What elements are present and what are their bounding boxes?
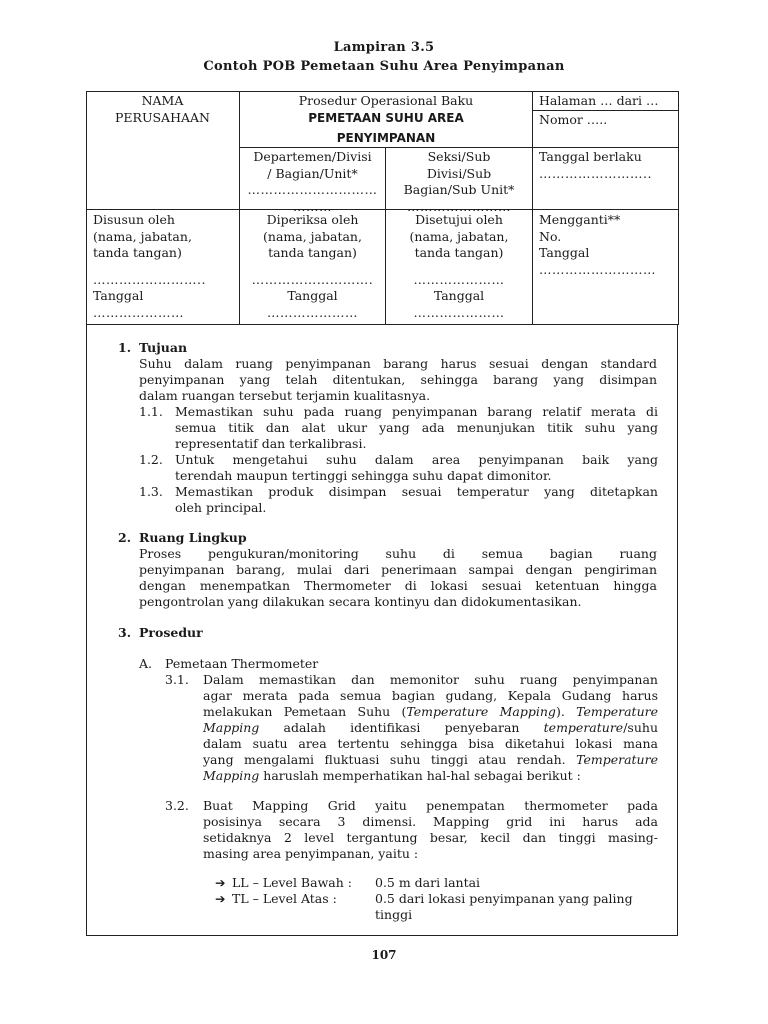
fill-line: ………………… — [413, 304, 505, 320]
page-label: Halaman … dari … — [539, 93, 659, 108]
fill-line: ………………………… — [247, 182, 378, 197]
item-number: 3.2. — [165, 798, 189, 813]
table-divider — [532, 110, 679, 111]
table-border-left — [86, 91, 87, 325]
approved-by-cell — [386, 212, 532, 321]
item-line: dalam suatu area tertentu sehingga bisa diketahui lokasi mana — [203, 736, 658, 751]
replaces-line: Tanggal — [539, 245, 590, 260]
section-title-procedure: Prosedur — [139, 625, 203, 640]
section-title-purpose: Tujuan — [139, 340, 188, 355]
item-line: Untuk mengetahui suhu dalam area penyimpanan baik yang — [175, 452, 658, 467]
company-line: NAMA — [141, 93, 184, 108]
section-number: 3. — [118, 625, 132, 640]
item-line: agar merata pada semua bagian gudang, Kepala Gudang harus — [203, 688, 658, 703]
replaces-cell — [539, 212, 679, 278]
checked-line: tanda tangan) — [268, 245, 357, 260]
item-number: 1.1. — [139, 404, 163, 419]
document-subtitle: Contoh POB Pemetaan Suhu Area Penyimpanan — [203, 59, 565, 74]
section-number: 2. — [118, 530, 132, 545]
item-line: Dalam memastikan dan memonitor suhu ruang penyimpanan — [203, 672, 658, 687]
approved-line: Disetujui oleh — [415, 212, 503, 227]
section-line: Bagian/Sub Unit* — [403, 182, 515, 197]
paragraph-line: Proses pengukuran/monitoring suhu di semua bagian ruang — [139, 546, 657, 561]
paragraph-line: dalam ruangan tersebut terjamin kualitasnya. — [139, 388, 431, 403]
prepared-by-cell — [93, 212, 239, 321]
item-number: 1.3. — [139, 484, 163, 499]
level-value: tinggi — [375, 907, 413, 922]
level-value: 0.5 dari lokasi penyimpanan yang paling — [375, 891, 633, 906]
sop-title: PEMETAAN SUHU AREA — [308, 110, 464, 125]
prepared-line: Disusun oleh — [93, 212, 175, 227]
department-line: / Bagian/Unit* — [267, 165, 358, 181]
section-line: Divisi/Sub — [426, 165, 492, 181]
section-line: Seksi/Sub — [427, 149, 491, 164]
replaces-line: Mengganti** — [539, 212, 621, 227]
item-line: Buat Mapping Grid yaitu penempatan thermometer pada — [203, 798, 658, 813]
section-number: 1. — [118, 340, 132, 355]
valid-label: Tanggal berlaku — [539, 149, 642, 164]
fill-line: ………………… — [413, 271, 505, 287]
sop-header-table — [86, 91, 679, 325]
item-line: representatif dan terkalibrasi. — [175, 436, 367, 451]
prepared-line: (nama, jabatan, — [93, 228, 192, 244]
level-label: TL – Level Atas : — [232, 891, 337, 906]
arrow-right-icon: ➔ — [215, 875, 226, 890]
prepared-line: tanda tangan) — [93, 245, 182, 260]
table-divider — [532, 91, 533, 325]
department-line: Departemen/Divisi — [253, 149, 372, 164]
section-cell — [386, 149, 532, 215]
appendix-title: Lampiran 3.5 — [333, 40, 435, 55]
date-label: Tanggal — [287, 288, 338, 303]
sop-title-cell — [240, 93, 532, 147]
sop-label: Prosedur Operasional Baku — [298, 93, 474, 108]
level-label: LL – Level Bawah : — [232, 875, 352, 890]
item-line: terendah maupun tertinggi sehingga suhu dapat dimonitor. — [175, 468, 552, 483]
checked-line: (nama, jabatan, — [263, 228, 362, 244]
item-line: yang mengalami fluktuasi suhu tinggi atau rendah. Temperature — [203, 752, 658, 767]
approved-line: tanda tangan) — [414, 245, 504, 260]
fill-line: …………………….. — [539, 165, 652, 181]
item-line: Mapping adalah identifikasi penyebaran temperature/suhu — [203, 720, 658, 735]
sop-title: PENYIMPANAN — [336, 131, 436, 145]
checked-by-cell — [240, 212, 385, 321]
item-number: 1.2. — [139, 452, 163, 467]
item-line: masing area penyimpanan, yaitu : — [203, 846, 419, 861]
date-label: Tanggal — [93, 288, 144, 303]
fill-line: ……………………… — [539, 261, 656, 277]
item-line: semua titik dan alat ukur yang ada menunjukan titik suhu yang — [175, 420, 658, 435]
fill-line: ……… — [293, 198, 332, 214]
subsection-letter: A. — [139, 656, 153, 671]
department-cell — [240, 149, 385, 215]
paragraph-line: penyimpanan yang telah ditentukan, sehingga barang yang disimpan — [139, 372, 657, 387]
item-line: Memastikan produk disimpan sesuai temperatur yang ditetapkan — [175, 484, 658, 499]
item-line: posisinya secara 3 dimensi. Mapping grid ini harus ada — [203, 814, 658, 829]
item-line: Memastikan suhu pada ruang penyimpanan barang relatif merata di — [175, 404, 658, 419]
page-number: 107 — [371, 948, 397, 962]
arrow-right-icon: ➔ — [215, 891, 226, 906]
paragraph-line: dengan menempatkan Thermometer di lokasi sesuai ketentuan hingga — [139, 578, 657, 593]
item-number: 3.1. — [165, 672, 189, 687]
replaces-line: No. — [539, 228, 562, 244]
valid-date-cell — [539, 149, 679, 182]
table-border-top — [86, 91, 679, 92]
subsection-title: Pemetaan Thermometer — [165, 656, 319, 671]
fill-line: ………………… — [267, 304, 358, 320]
item-line: Mapping haruslah memperhatikan hal-hal sebagai berikut : — [203, 768, 581, 783]
table-divider — [239, 147, 679, 148]
paragraph-line: pengontrolan yang dilakukan secara kontinyu dan didokumentasikan. — [139, 594, 582, 609]
paragraph-line: penyimpanan barang, mulai dari penerimaan sampai dengan pengiriman — [139, 562, 657, 577]
fill-line: …………………….. — [93, 271, 206, 287]
item-line: melakukan Pemetaan Suhu (Temperature Mapping). Temperature — [203, 704, 659, 719]
section-title-scope: Ruang Lingkup — [139, 530, 247, 545]
fill-line: ………………… — [93, 304, 184, 320]
item-line: oleh principal. — [175, 500, 267, 515]
number-label: Nomor ….. — [539, 112, 608, 127]
item-line: setidaknya 2 level tergantung besar, kecil dan tinggi masing- — [203, 830, 658, 845]
fill-line: …………………… — [407, 198, 511, 214]
company-line: PERUSAHAAN — [115, 109, 210, 125]
date-label: Tanggal — [433, 288, 485, 303]
fill-line: ………………………. — [251, 271, 374, 287]
paragraph-line: Suhu dalam ruang penyimpanan barang harus sesuai dengan standard — [139, 356, 657, 371]
level-value: 0.5 m dari lantai — [375, 875, 481, 890]
checked-line: Diperiksa oleh — [266, 212, 359, 227]
approved-line: (nama, jabatan, — [409, 228, 509, 244]
company-name-cell — [86, 93, 239, 126]
